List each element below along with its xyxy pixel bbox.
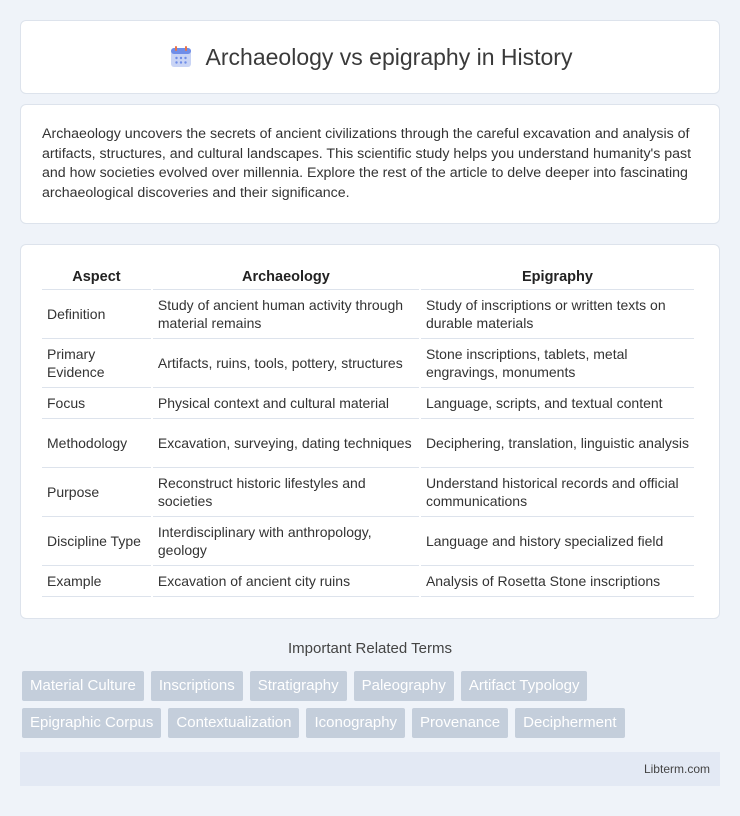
header-archaeology: Archaeology <box>153 264 419 290</box>
title-card <box>20 20 720 94</box>
archaeology-cell: Interdisciplinary with anthropology, geology <box>153 517 419 566</box>
header-epigraphy: Epigraphy <box>421 264 694 290</box>
epigraphy-cell: Stone inscriptions, tablets, metal engravings, monuments <box>421 339 694 388</box>
comparison-table <box>40 264 696 597</box>
table-row <box>42 419 694 468</box>
tag-contextualization[interactable]: Contextualization <box>168 708 299 738</box>
table-row <box>42 290 694 339</box>
table-row <box>42 339 694 388</box>
comparison-card <box>20 244 720 619</box>
header-aspect: Aspect <box>42 264 151 290</box>
archaeology-cell: Reconstruct historic lifestyles and societies <box>153 468 419 517</box>
footer-brand-link[interactable]: Libterm.com <box>643 762 710 776</box>
related-terms-list <box>22 671 722 745</box>
tag-iconography[interactable]: Iconography <box>306 708 405 738</box>
aspect-cell: Methodology <box>42 419 151 468</box>
aspect-cell: Example <box>42 566 151 597</box>
archaeology-cell: Physical context and cultural material <box>153 388 419 419</box>
archaeology-cell: Excavation, surveying, dating techniques <box>153 419 419 468</box>
aspect-cell: Purpose <box>42 468 151 517</box>
tag-paleography[interactable]: Paleography <box>354 671 454 701</box>
aspect-cell: Definition <box>42 290 151 339</box>
tag-decipherment[interactable]: Decipherment <box>515 708 624 738</box>
epigraphy-cell: Analysis of Rosetta Stone inscriptions <box>421 566 694 597</box>
epigraphy-cell: Study of inscriptions or written texts on durable materials <box>421 290 694 339</box>
intro-text: Archaeology uncovers the secrets of ancient civilizations through the careful excavation and analysis of artifacts, structures, and cultural landscapes. This scientific study helps you understand humanity's past and how societies evolved over millennia. Explore the rest of the article to delve deeper into fascinating archaeological discoveries and their significance. <box>42 126 692 201</box>
tag-epigraphic-corpus[interactable]: Epigraphic Corpus <box>22 708 161 738</box>
table-row <box>42 566 694 597</box>
tag-stratigraphy[interactable]: Stratigraphy <box>250 671 347 701</box>
aspect-cell: Discipline Type <box>42 517 151 566</box>
intro-card <box>20 104 720 224</box>
calendar-icon <box>168 44 194 70</box>
table-row <box>42 388 694 419</box>
table-header-row <box>42 264 694 290</box>
aspect-cell: Focus <box>42 388 151 419</box>
page-title: Archaeology vs epigraphy in History <box>205 43 573 70</box>
footer <box>20 752 720 786</box>
epigraphy-cell: Language and history specialized field <box>421 517 694 566</box>
tag-inscriptions[interactable]: Inscriptions <box>151 671 243 701</box>
tag-material-culture[interactable]: Material Culture <box>22 671 144 701</box>
archaeology-cell: Artifacts, ruins, tools, pottery, structures <box>153 339 419 388</box>
related-terms-heading: Important Related Terms <box>288 640 452 657</box>
archaeology-cell: Excavation of ancient city ruins <box>153 566 419 597</box>
tag-provenance[interactable]: Provenance <box>412 708 508 738</box>
epigraphy-cell: Deciphering, translation, linguistic analysis <box>421 419 694 468</box>
table-row <box>42 468 694 517</box>
tag-artifact-typology[interactable]: Artifact Typology <box>461 671 588 701</box>
archaeology-cell: Study of ancient human activity through material remains <box>153 290 419 339</box>
aspect-cell: Primary Evidence <box>42 339 151 388</box>
table-row <box>42 517 694 566</box>
epigraphy-cell: Language, scripts, and textual content <box>421 388 694 419</box>
epigraphy-cell: Understand historical records and official communications <box>421 468 694 517</box>
